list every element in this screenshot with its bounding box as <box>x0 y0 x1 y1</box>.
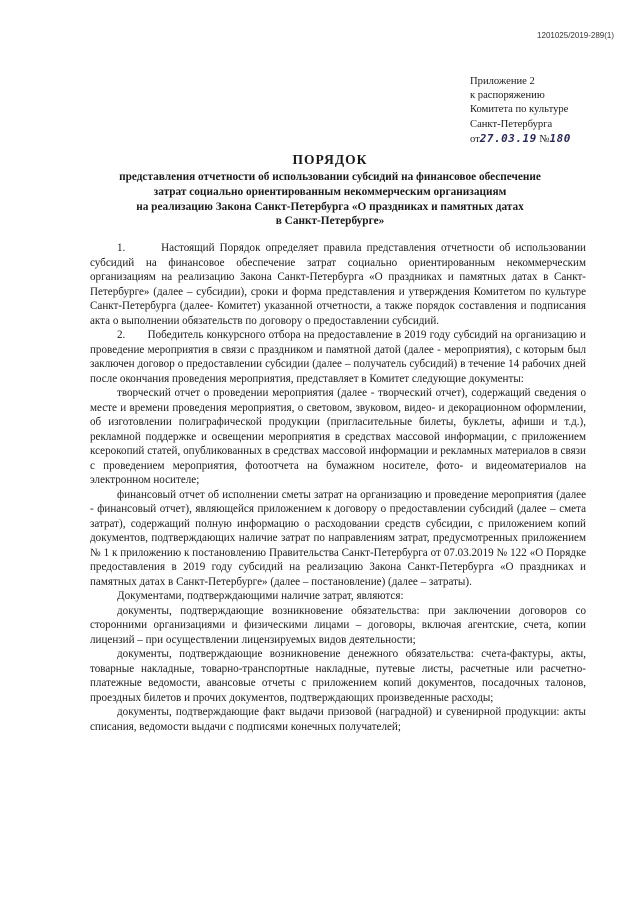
document-title <box>100 152 560 229</box>
document-number: 1201025/2019-289(1) <box>537 31 614 40</box>
appendix-block <box>470 75 571 147</box>
title-line: затрат социально ориентированным некоммерческим организациям <box>153 185 507 198</box>
handwritten-number: 180 <box>549 131 571 145</box>
paragraph: Документами, подтверждающими наличие затрат, являются: <box>117 590 404 602</box>
document-body <box>90 241 586 734</box>
paragraph: документы, подтверждающие возникновение денежного обязательства: счета-фактуры, акты, товарные накладные, товарно-транспортные накладные, путевые листы, расчетные или расчетно-платежные ведомости, авансовые отчеты с приложением копий документов, посадочных талонов, проездных билетов и прочих документов, подтверждающих произведенные расходы; <box>90 648 586 704</box>
number-prefix: № <box>539 133 550 145</box>
title-line: представления отчетности об использовании субсидий на финансовое обеспечение <box>119 171 541 183</box>
title-main: ПОРЯДОК <box>292 152 368 167</box>
appendix-line: Приложение 2 <box>470 76 535 87</box>
paragraph: 1. Настоящий Порядок определяет правила представления отчетности об использовании субсидий на финансовое обеспечение затрат социально ориентированным некоммерческим организациям на реализацию Закона Санкт-Петербурга «О праздниках и памятных датах в Санкт-Петербурге» (далее – субсидии), сроки и форма представления и утверждения Комитетом по культуре Санкт-Петербурга (далее- Комитет) указанной отчетности, а также порядок составления и подписания акта о выполнении обязательств по договору о предоставлении субсидий. <box>90 242 586 327</box>
appendix-line: к распоряжению <box>470 90 545 102</box>
date-prefix: от <box>470 133 480 145</box>
handwritten-date: 27.03.19 <box>479 131 537 145</box>
appendix-line: Комитета по культуре <box>470 104 569 116</box>
paragraph: документы, подтверждающие факт выдачи призовой (наградной) и сувенирной продукции: акты списания, ведомости выдачи с подписями конечных получателей; <box>90 706 586 733</box>
title-line: на реализацию Закона Санкт-Петербурга «О праздниках и памятных датах <box>136 200 524 213</box>
paragraph: 2. Победитель конкурсного отбора на предоставление в 2019 году субсидий на организацию и проведение мероприятия в связи с праздником и памятной датой (далее - мероприятия), с которым был заключен договор о предоставлении субсидии (далее – получатель субсидий) в течение 14 рабочих дней после окончания проведения мероприятия, представляет в Комитет следующие документы: <box>90 329 586 385</box>
paragraph: документы, подтверждающие возникновение обязательства: при заключении договоров со сторонними организациями и физическими лицами – договоры, включая агентские, счета, копии лицензий – при осуществлении лицензируемых видов деятельности; <box>90 604 586 646</box>
title-line: в Санкт-Петербурге» <box>275 215 385 228</box>
paragraph: творческий отчет о проведении мероприятия (далее - творческий отчет), содержащий сведения о месте и времени проведения мероприятия, о световом, звуковом, видео- и декорационном оформлении, об изготовлении полиграфической продукции (пригласительные билеты, буклеты, афиши и т.д.), рекламной поддержке и освещении мероприятия в средствах массовой информации, с приложением ксерокопий статей, опубликованных в средствах массовой информации и рекламных материалов в связи с проведением мероприятия, фотоотчета на бумажном носителе, фото- и видеоматериалов на электронном носителе; <box>90 387 586 486</box>
appendix-date-line <box>470 132 571 147</box>
paragraph: финансовый отчет об исполнении сметы затрат на организацию и проведение мероприятия (далее - финансовый отчет), являющейся приложением к договору о предоставлении субсидий (далее – смета затрат), содержащий полную информацию о расходовании средств субсидии, с приложением копий документов, подтверждающих наличие затрат по направлениям затрат, предусмотренных приложением № 1 к приложению к постановлению Правительства Санкт-Петербурга от 07.03.2019 № 122 «О Порядке предоставления в 2019 году субсидий на реализацию Закона Санкт-Петербурга «О праздниках и памятных датах в Санкт-Петербурге» (далее – постановление) (далее – затраты). <box>90 488 586 588</box>
appendix-line: Санкт-Петербурга <box>470 118 553 130</box>
